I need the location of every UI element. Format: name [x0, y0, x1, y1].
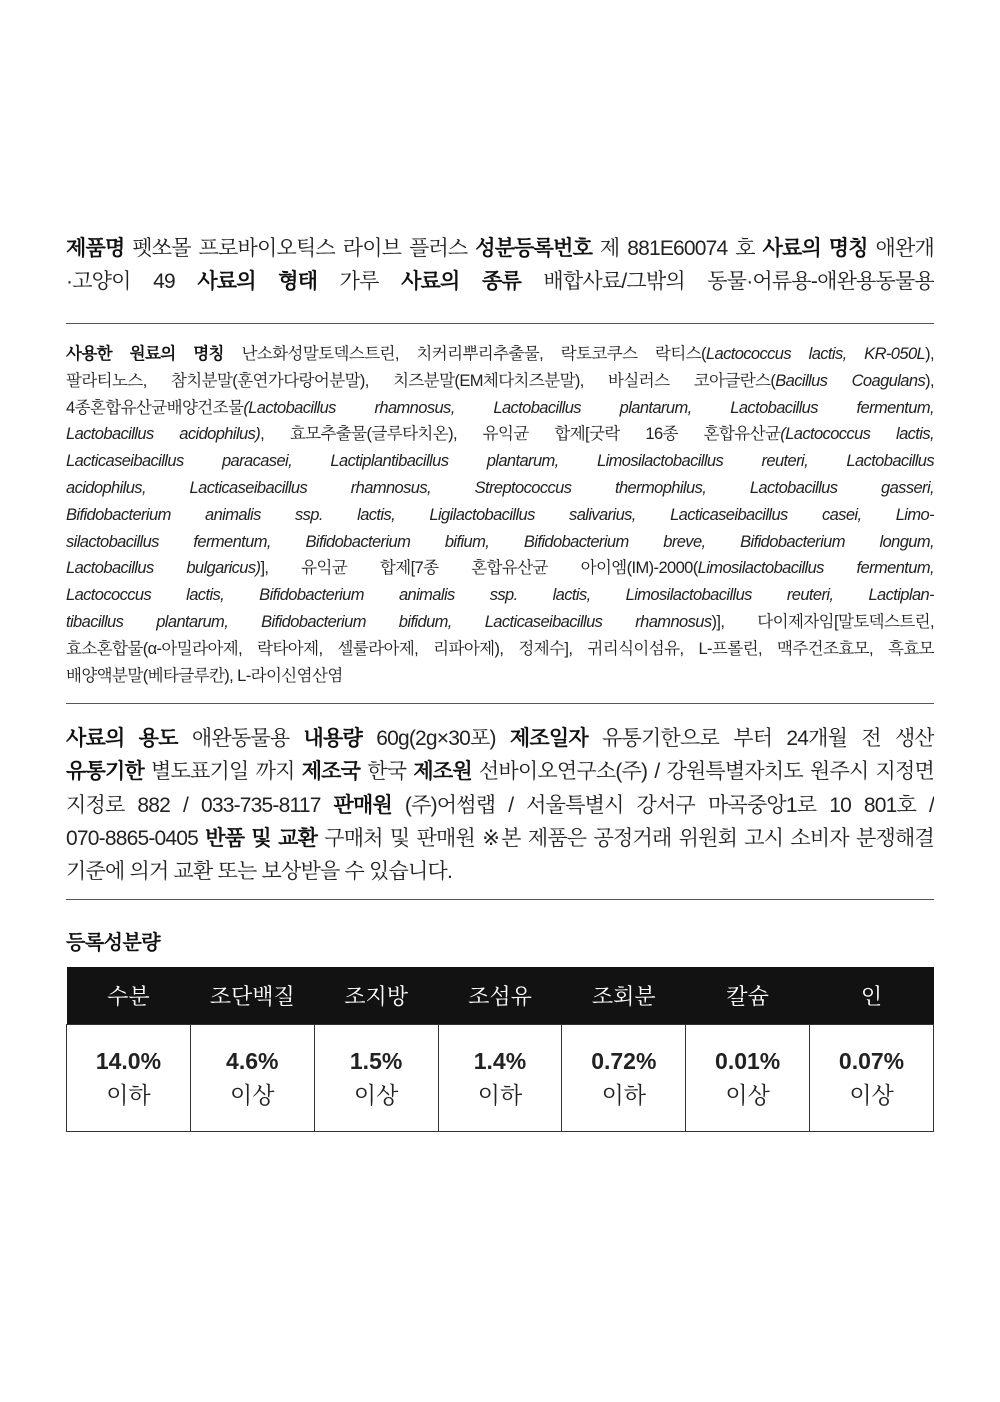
table-header-row	[67, 967, 934, 1025]
divider	[66, 703, 934, 704]
field-label: 내용량	[303, 727, 362, 750]
field-label: 사료의 종류	[401, 270, 521, 293]
text-line	[66, 341, 934, 368]
table-row	[67, 1025, 934, 1132]
field-value: Lactobacillus bulgaricus)	[66, 559, 261, 578]
column-header: 칼슘	[686, 967, 810, 1025]
nutrient-qualifier: 이상	[849, 1082, 894, 1108]
field-value: 070-8865-0405	[66, 826, 206, 850]
nutrient-table	[66, 967, 934, 1132]
product-info-section	[66, 232, 934, 298]
nutrient-value: 1.5%	[349, 1048, 403, 1074]
text-line	[66, 421, 934, 448]
field-value: 배양액분말(베타글루칸), L-라이신염산염	[66, 666, 343, 685]
text-line	[66, 855, 934, 888]
nutrient-value: 1.4%	[473, 1048, 527, 1074]
field-value: 기준에 의거 교환 또는 보상받을 수 있습니다.	[66, 860, 452, 884]
nutrient-value: 14.0%	[95, 1048, 162, 1074]
field-label: 제품명	[66, 237, 125, 260]
divider	[66, 323, 934, 324]
field-value: (주)어썸랩 / 서울특별시 강서구 마곡중앙1로 10 801호 /	[391, 793, 934, 817]
column-header: 수분	[67, 967, 191, 1025]
field-value: 팔라티노스, 참치분말(훈연가다랑어분말), 치즈분말(EM체다치즈분말), 바실러스 코아글란스(	[66, 371, 776, 390]
nutrient-qualifier: 이하	[477, 1082, 523, 1108]
divider	[66, 899, 934, 900]
nutrient-cell	[438, 1025, 562, 1132]
nutrient-value: 0.01%	[715, 1048, 781, 1074]
field-label: 성분등록번호	[475, 237, 593, 260]
field-value: 구매처 및 판매원 ※본 제품은 공정거래 위원회 고시 소비자 분쟁해결	[317, 826, 934, 850]
nutrient-qualifier: 이상	[230, 1082, 275, 1108]
text-line	[66, 789, 934, 822]
field-value: 한국	[360, 760, 414, 784]
text-line	[66, 529, 934, 556]
text-line	[66, 609, 934, 636]
field-label: 사료의 명칭	[762, 237, 868, 260]
field-value: ], 유익균 합제[7종 혼합유산균 아이엠(IM)-2000(	[260, 559, 698, 578]
nutrient-cell	[562, 1025, 686, 1132]
field-value: Lactococcus lactis, KR-050L	[705, 345, 926, 363]
field-value: Lactococcus lactis, Bifidobacterium animalis ssp. lactis, Limosilactobacillus reuteri, Lactiplan-	[66, 586, 934, 605]
text-line	[66, 582, 934, 609]
field-value: Lacticaseibacillus paracasei, Lactiplantibacillus plantarum, Limosilactobacillus reuteri, Lactobacillus	[66, 452, 934, 471]
field-value: 효소혼합물(α-아밀라아제, 락타아제, 셀룰라아제, 리파아제), 정제수], 귀리식이섬유, L-프롤린, 맥주건조효모, 흑효모	[66, 639, 934, 658]
field-label: 사용한 원료의 명칭	[66, 345, 224, 363]
text-line	[66, 395, 934, 422]
text-line	[66, 368, 934, 395]
field-label: 제조일자	[509, 727, 588, 750]
field-value: silactobacillus fermentum, Bifidobacterium bifium, Bifidobacterium breve, Bifidobacterium longum,	[66, 532, 934, 551]
column-header: 조섬유	[438, 967, 562, 1025]
column-header: 조회분	[562, 967, 686, 1025]
field-value: , 효모추출물(글루타치온), 유익균 합제[굿락 16종 혼합유산균	[260, 425, 781, 444]
text-line	[66, 265, 934, 298]
nutrient-cell	[686, 1025, 810, 1132]
field-value: Bifidobacterium animalis ssp. lactis, Ligilactobacillus salivarius, Lacticaseibacillus casei, Limo-	[66, 505, 934, 524]
text-line	[66, 722, 934, 755]
nutrient-value: 0.72%	[591, 1048, 657, 1074]
column-header: 조단백질	[190, 967, 314, 1025]
field-value: 가루	[317, 270, 402, 293]
field-value: ),	[925, 345, 934, 363]
field-value: 지정로 882 / 033-735-8117	[66, 793, 334, 817]
nutrient-value: 4.6%	[226, 1048, 279, 1074]
field-value: 펫쏘몰 프로바이오틱스 라이브 플러스	[124, 237, 476, 260]
field-value: acidophilus, Lacticaseibacillus rhamnosus, Streptococcus thermophilus, Lactobacillus gasseri,	[66, 478, 934, 497]
field-label: 사료의 용도	[66, 727, 178, 750]
nutrient-cell	[810, 1025, 934, 1132]
nutrient-qualifier: 이상	[353, 1082, 399, 1108]
field-label: 유통기한	[66, 760, 144, 784]
text-line	[66, 232, 934, 265]
text-line	[66, 555, 934, 582]
text-line	[66, 448, 934, 475]
field-value: 별도표기일 까지	[143, 760, 302, 784]
column-header: 조지방	[314, 967, 438, 1025]
text-line	[66, 502, 934, 529]
field-value: ),	[925, 371, 934, 390]
field-value: )], 다이제자임[말토덱스트린,	[711, 612, 934, 631]
field-value: 제 881E60074 호	[592, 237, 763, 260]
nutrient-value: 0.07%	[838, 1048, 905, 1074]
field-value: 60g(2g×30포)	[361, 727, 510, 750]
text-line	[66, 475, 934, 502]
field-label: 반품 및 교환	[205, 826, 318, 850]
field-value: tibacillus plantarum, Bifidobacterium bifidum, Lacticaseibacillus rhamnosus	[66, 612, 712, 631]
nutrient-qualifier: 이상	[725, 1082, 770, 1108]
field-value: 애완개	[867, 237, 934, 260]
nutrient-qualifier: 이하	[601, 1082, 647, 1108]
field-value: 난소화성말토덱스트린, 치커리뿌리추출물, 락토코쿠스 락티스(	[223, 345, 706, 363]
text-line	[66, 663, 934, 690]
field-label: 제조원	[413, 760, 472, 784]
text-line	[66, 755, 934, 788]
ingredients-section	[66, 341, 934, 689]
field-value: Bacillus Coagulans	[775, 371, 926, 390]
field-value: 애완동물용	[177, 727, 304, 750]
field-label: 제조국	[301, 760, 361, 784]
nutrient-cell	[314, 1025, 438, 1132]
text-line	[66, 822, 934, 855]
nutrient-table-title: 등록성분량	[66, 932, 161, 954]
nutrient-qualifier: 이하	[106, 1082, 151, 1108]
nutrient-cell	[190, 1025, 314, 1132]
column-header: 인	[810, 967, 934, 1025]
field-value: (Lactobacillus rhamnosus, Lactobacillus plantarum, Lactobacillus fermentum,	[243, 398, 934, 417]
usage-manufacturer-section	[66, 722, 934, 888]
field-value: Lactobacillus acidophilus)	[66, 425, 261, 444]
field-value: 유통기한으로 부터 24개월 전 생산	[587, 727, 934, 750]
field-value: 배합사료/그밖의 동물·어류용-애완용동물용	[520, 270, 934, 293]
field-value: 4종혼합유산균배양건조물	[66, 398, 244, 417]
nutrient-cell	[67, 1025, 191, 1132]
field-label: 사료의 형태	[197, 270, 318, 293]
field-value: Limosilactobacillus fermentum,	[697, 559, 934, 578]
field-value: 선바이오연구소(주) / 강원특별자치도 원주시 지정면	[471, 760, 934, 784]
field-label: 판매원	[333, 793, 392, 817]
field-value: (Lactococcus lactis,	[780, 425, 934, 444]
field-value: ·고양이 49	[66, 270, 198, 293]
text-line	[66, 636, 934, 663]
